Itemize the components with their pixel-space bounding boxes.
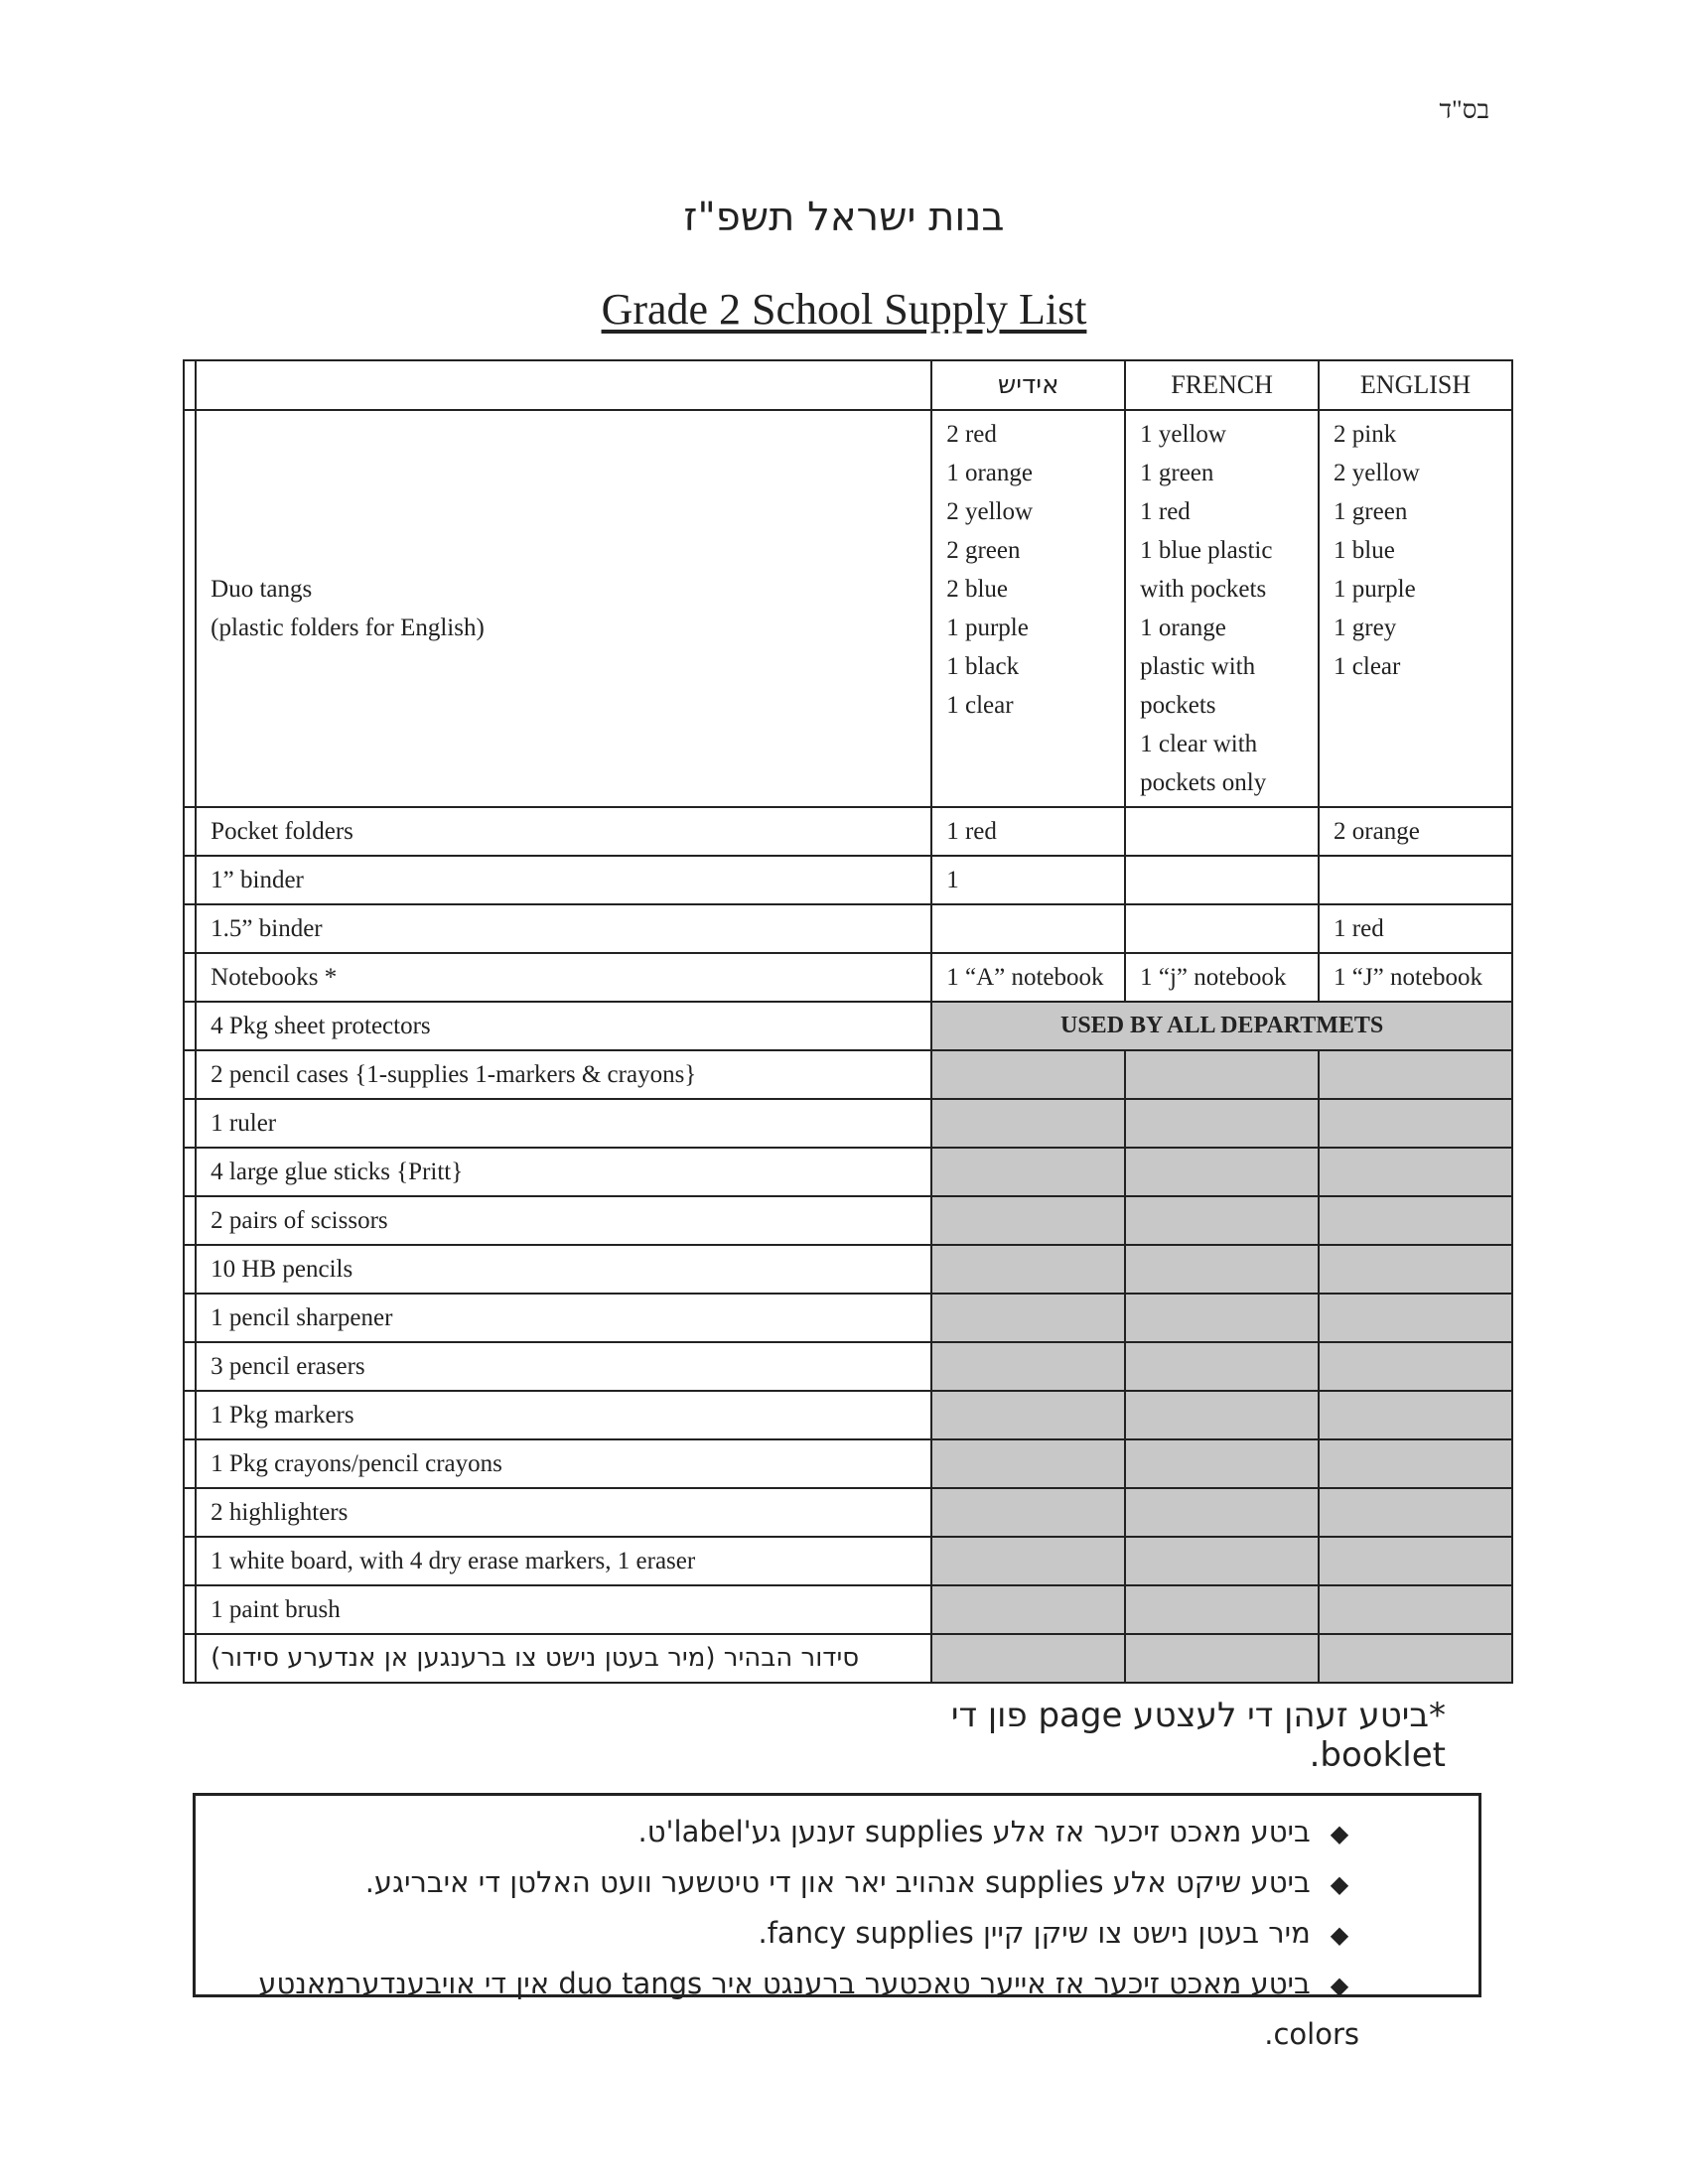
list-item: 1 clear xyxy=(946,692,1014,719)
table-row xyxy=(184,1537,1512,1585)
margin-cell xyxy=(184,856,196,904)
instruction-item xyxy=(196,1960,1359,2059)
list-item: 1 purple xyxy=(946,614,1029,641)
french-cell xyxy=(1125,1537,1319,1585)
table-header-row xyxy=(184,360,1512,410)
column-header-english: ENGLISH xyxy=(1319,360,1512,410)
margin-cell xyxy=(184,1439,196,1488)
yiddish-cell xyxy=(931,1294,1125,1342)
english-cell: 1 “J” notebook xyxy=(1319,953,1512,1002)
shared-label-cell: USED BY ALL DEPARTMETS xyxy=(931,1002,1512,1050)
english-cell: 2 orange xyxy=(1319,807,1512,856)
margin-cell xyxy=(184,1294,196,1342)
table-row xyxy=(184,1099,1512,1148)
item-cell: 10 HB pencils xyxy=(196,1245,931,1294)
list-item: pockets xyxy=(1140,692,1216,719)
french-cell xyxy=(1125,1148,1319,1196)
margin-cell xyxy=(184,807,196,856)
list-item: 1 green xyxy=(1140,460,1214,486)
list-item: 1 clear with xyxy=(1140,731,1258,757)
table-row-duo-tangs xyxy=(184,410,1512,807)
french-cell xyxy=(1125,1342,1319,1391)
english-cell xyxy=(1319,1342,1512,1391)
list-item: 1 green xyxy=(1334,498,1408,525)
yiddish-cell xyxy=(931,1196,1125,1245)
column-header-yiddish: אידיש xyxy=(931,360,1125,410)
instructions-box xyxy=(193,1793,1481,2051)
instruction-text: ביטע מאכט זיכער אז אייער טאכטער ברענגט איר duo tangs אין די אויבענדערמאנטע colors. xyxy=(258,1967,1359,2051)
item-cell: 2 pairs of scissors xyxy=(196,1196,931,1245)
english-cell xyxy=(1319,1099,1512,1148)
item-cell: 1 Pkg crayons/pencil crayons xyxy=(196,1439,931,1488)
item-cell: 1.5” binder xyxy=(196,904,931,953)
english-cell xyxy=(1319,1050,1512,1099)
bsd-header: בס"ד xyxy=(1439,95,1489,124)
margin-cell xyxy=(184,1488,196,1537)
yiddish-cell: 1 xyxy=(931,856,1125,904)
table-row xyxy=(184,1634,1512,1683)
list-item: 1 red xyxy=(1140,498,1191,525)
table-row xyxy=(184,1488,1512,1537)
instruction-text: מיר בעטן נישט צו שיקן קיין fancy supplies. xyxy=(758,1916,1311,1950)
list-item: 1 purple xyxy=(1334,576,1416,603)
item-cell: 1 ruler xyxy=(196,1099,931,1148)
margin-cell xyxy=(184,410,196,807)
instruction-text: ביטע שיקט אלע supplies אנהויב יאר און די טיטשער וועט האלטן די איבריגע. xyxy=(364,1865,1311,1899)
list-item: 1 clear xyxy=(1334,653,1401,680)
duo-tangs-yiddish-cell xyxy=(931,410,1125,807)
french-cell xyxy=(1125,1294,1319,1342)
list-item: 1 orange xyxy=(946,460,1034,486)
margin-cell xyxy=(184,1148,196,1196)
list-item: 1 orange xyxy=(1140,614,1226,641)
table-row xyxy=(184,1585,1512,1634)
table-row xyxy=(184,1148,1512,1196)
margin-cell xyxy=(184,1391,196,1439)
french-cell xyxy=(1125,856,1319,904)
duo-tangs-sublabel: (plastic folders for English) xyxy=(211,614,485,641)
english-cell xyxy=(1319,1148,1512,1196)
english-cell xyxy=(1319,1391,1512,1439)
margin-cell xyxy=(184,1342,196,1391)
list-item: 2 blue xyxy=(946,576,1009,603)
french-cell xyxy=(1125,1634,1319,1683)
english-cell xyxy=(1319,1634,1512,1683)
duo-tangs-label: Duo tangs xyxy=(211,576,313,603)
english-cell xyxy=(1319,856,1512,904)
table-row xyxy=(184,1294,1512,1342)
english-cell xyxy=(1319,1245,1512,1294)
margin-cell xyxy=(184,1634,196,1683)
margin-cell xyxy=(184,904,196,953)
yiddish-cell xyxy=(931,1585,1125,1634)
english-cell xyxy=(1319,1585,1512,1634)
table-row xyxy=(184,1196,1512,1245)
margin-cell xyxy=(184,953,196,1002)
yiddish-cell: 1 “A” notebook xyxy=(931,953,1125,1002)
yiddish-cell xyxy=(931,1099,1125,1148)
table-row xyxy=(184,856,1512,904)
french-cell xyxy=(1125,1245,1319,1294)
margin-cell xyxy=(184,1585,196,1634)
item-cell: Notebooks * xyxy=(196,953,931,1002)
item-cell xyxy=(196,410,931,807)
margin-cell xyxy=(184,1050,196,1099)
item-cell: 4 large glue sticks {Pritt} xyxy=(196,1148,931,1196)
table-row xyxy=(184,1002,1512,1050)
french-cell xyxy=(1125,1196,1319,1245)
item-cell: 1 pencil sharpener xyxy=(196,1294,931,1342)
duo-tangs-english-cell xyxy=(1319,410,1512,807)
table-row xyxy=(184,1050,1512,1099)
item-header-cell xyxy=(196,360,931,410)
margin-cell xyxy=(184,1002,196,1050)
booklet-note: *ביטע זעהן די לעצטע page פון די booklet. xyxy=(950,1696,1446,1775)
column-header-french: FRENCH xyxy=(1125,360,1319,410)
hebrew-title: בנות ישראל תשפ"ז xyxy=(683,195,1005,240)
yiddish-cell xyxy=(931,1439,1125,1488)
yiddish-cell xyxy=(931,1488,1125,1537)
list-item: with pockets xyxy=(1140,576,1267,603)
table-row xyxy=(184,1245,1512,1294)
instruction-item xyxy=(196,1858,1359,1909)
french-cell xyxy=(1125,1391,1319,1439)
item-cell: 1” binder xyxy=(196,856,931,904)
item-cell: 1 paint brush xyxy=(196,1585,931,1634)
item-cell: סידור הבהיר (מיר בעטן נישט צו ברענגען אן אנדערע סידור) xyxy=(196,1634,931,1683)
table-row xyxy=(184,807,1512,856)
list-item: 2 yellow xyxy=(1334,460,1420,486)
list-item: 2 green xyxy=(946,537,1021,564)
item-cell: 4 Pkg sheet protectors xyxy=(196,1002,931,1050)
french-cell xyxy=(1125,1050,1319,1099)
page-title: Grade 2 School Supply List xyxy=(601,285,1087,334)
english-cell xyxy=(1319,1488,1512,1537)
english-cell xyxy=(1319,1196,1512,1245)
diamond-bullet-icon: ◆ xyxy=(1330,1870,1349,1898)
yiddish-cell xyxy=(931,1342,1125,1391)
margin-cell xyxy=(184,1196,196,1245)
margin-cell xyxy=(184,1245,196,1294)
english-cell: 1 red xyxy=(1319,904,1512,953)
french-cell xyxy=(1125,1099,1319,1148)
yiddish-cell xyxy=(931,1050,1125,1099)
shared-items-body xyxy=(184,1050,1512,1683)
table-row xyxy=(184,1439,1512,1488)
list-item: 2 yellow xyxy=(946,498,1034,525)
margin-cell xyxy=(184,1099,196,1148)
french-cell xyxy=(1125,1439,1319,1488)
list-item: 1 blue plastic xyxy=(1140,537,1273,564)
instruction-text: ביטע מאכט זיכער אז אלע supplies זענען גע'label'ט. xyxy=(637,1815,1311,1848)
list-item: 1 black xyxy=(946,653,1020,680)
diamond-bullet-icon: ◆ xyxy=(1330,1820,1349,1847)
list-item: 1 grey xyxy=(1334,614,1397,641)
list-item: pockets only xyxy=(1140,769,1267,796)
french-cell: 1 “j” notebook xyxy=(1125,953,1319,1002)
margin-cell xyxy=(184,360,196,410)
french-cell xyxy=(1125,1488,1319,1537)
table-row xyxy=(184,1391,1512,1439)
diamond-bullet-icon: ◆ xyxy=(1330,1921,1349,1949)
item-cell: 2 highlighters xyxy=(196,1488,931,1537)
table-row xyxy=(184,953,1512,1002)
list-item: 2 pink xyxy=(1334,421,1397,448)
list-item: 1 blue xyxy=(1334,537,1395,564)
margin-cell xyxy=(184,1537,196,1585)
yiddish-cell xyxy=(931,1391,1125,1439)
table-row xyxy=(184,1342,1512,1391)
table-row xyxy=(184,904,1512,953)
french-cell xyxy=(1125,904,1319,953)
list-item: 1 yellow xyxy=(1140,421,1226,448)
list-item: 2 red xyxy=(946,421,997,448)
list-item: plastic with xyxy=(1140,653,1256,680)
yiddish-cell xyxy=(931,1148,1125,1196)
yiddish-cell xyxy=(931,1634,1125,1683)
french-cell xyxy=(1125,1585,1319,1634)
item-cell: 2 pencil cases {1-supplies 1-markers & crayons} xyxy=(196,1050,931,1099)
instruction-item xyxy=(196,1909,1359,1960)
item-cell: 1 white board, with 4 dry erase markers, 1 eraser xyxy=(196,1537,931,1585)
diamond-bullet-icon: ◆ xyxy=(1330,1972,1349,1999)
yiddish-cell: 1 red xyxy=(931,807,1125,856)
yiddish-cell xyxy=(931,1245,1125,1294)
item-cell: 1 Pkg markers xyxy=(196,1391,931,1439)
duo-tangs-french-cell xyxy=(1125,410,1319,807)
english-cell xyxy=(1319,1439,1512,1488)
yiddish-cell xyxy=(931,1537,1125,1585)
supply-table xyxy=(183,359,1513,1684)
instruction-item xyxy=(196,1808,1359,1858)
item-cell: Pocket folders xyxy=(196,807,931,856)
english-cell xyxy=(1319,1294,1512,1342)
yiddish-cell xyxy=(931,904,1125,953)
item-cell: 3 pencil erasers xyxy=(196,1342,931,1391)
french-cell xyxy=(1125,807,1319,856)
english-cell xyxy=(1319,1537,1512,1585)
